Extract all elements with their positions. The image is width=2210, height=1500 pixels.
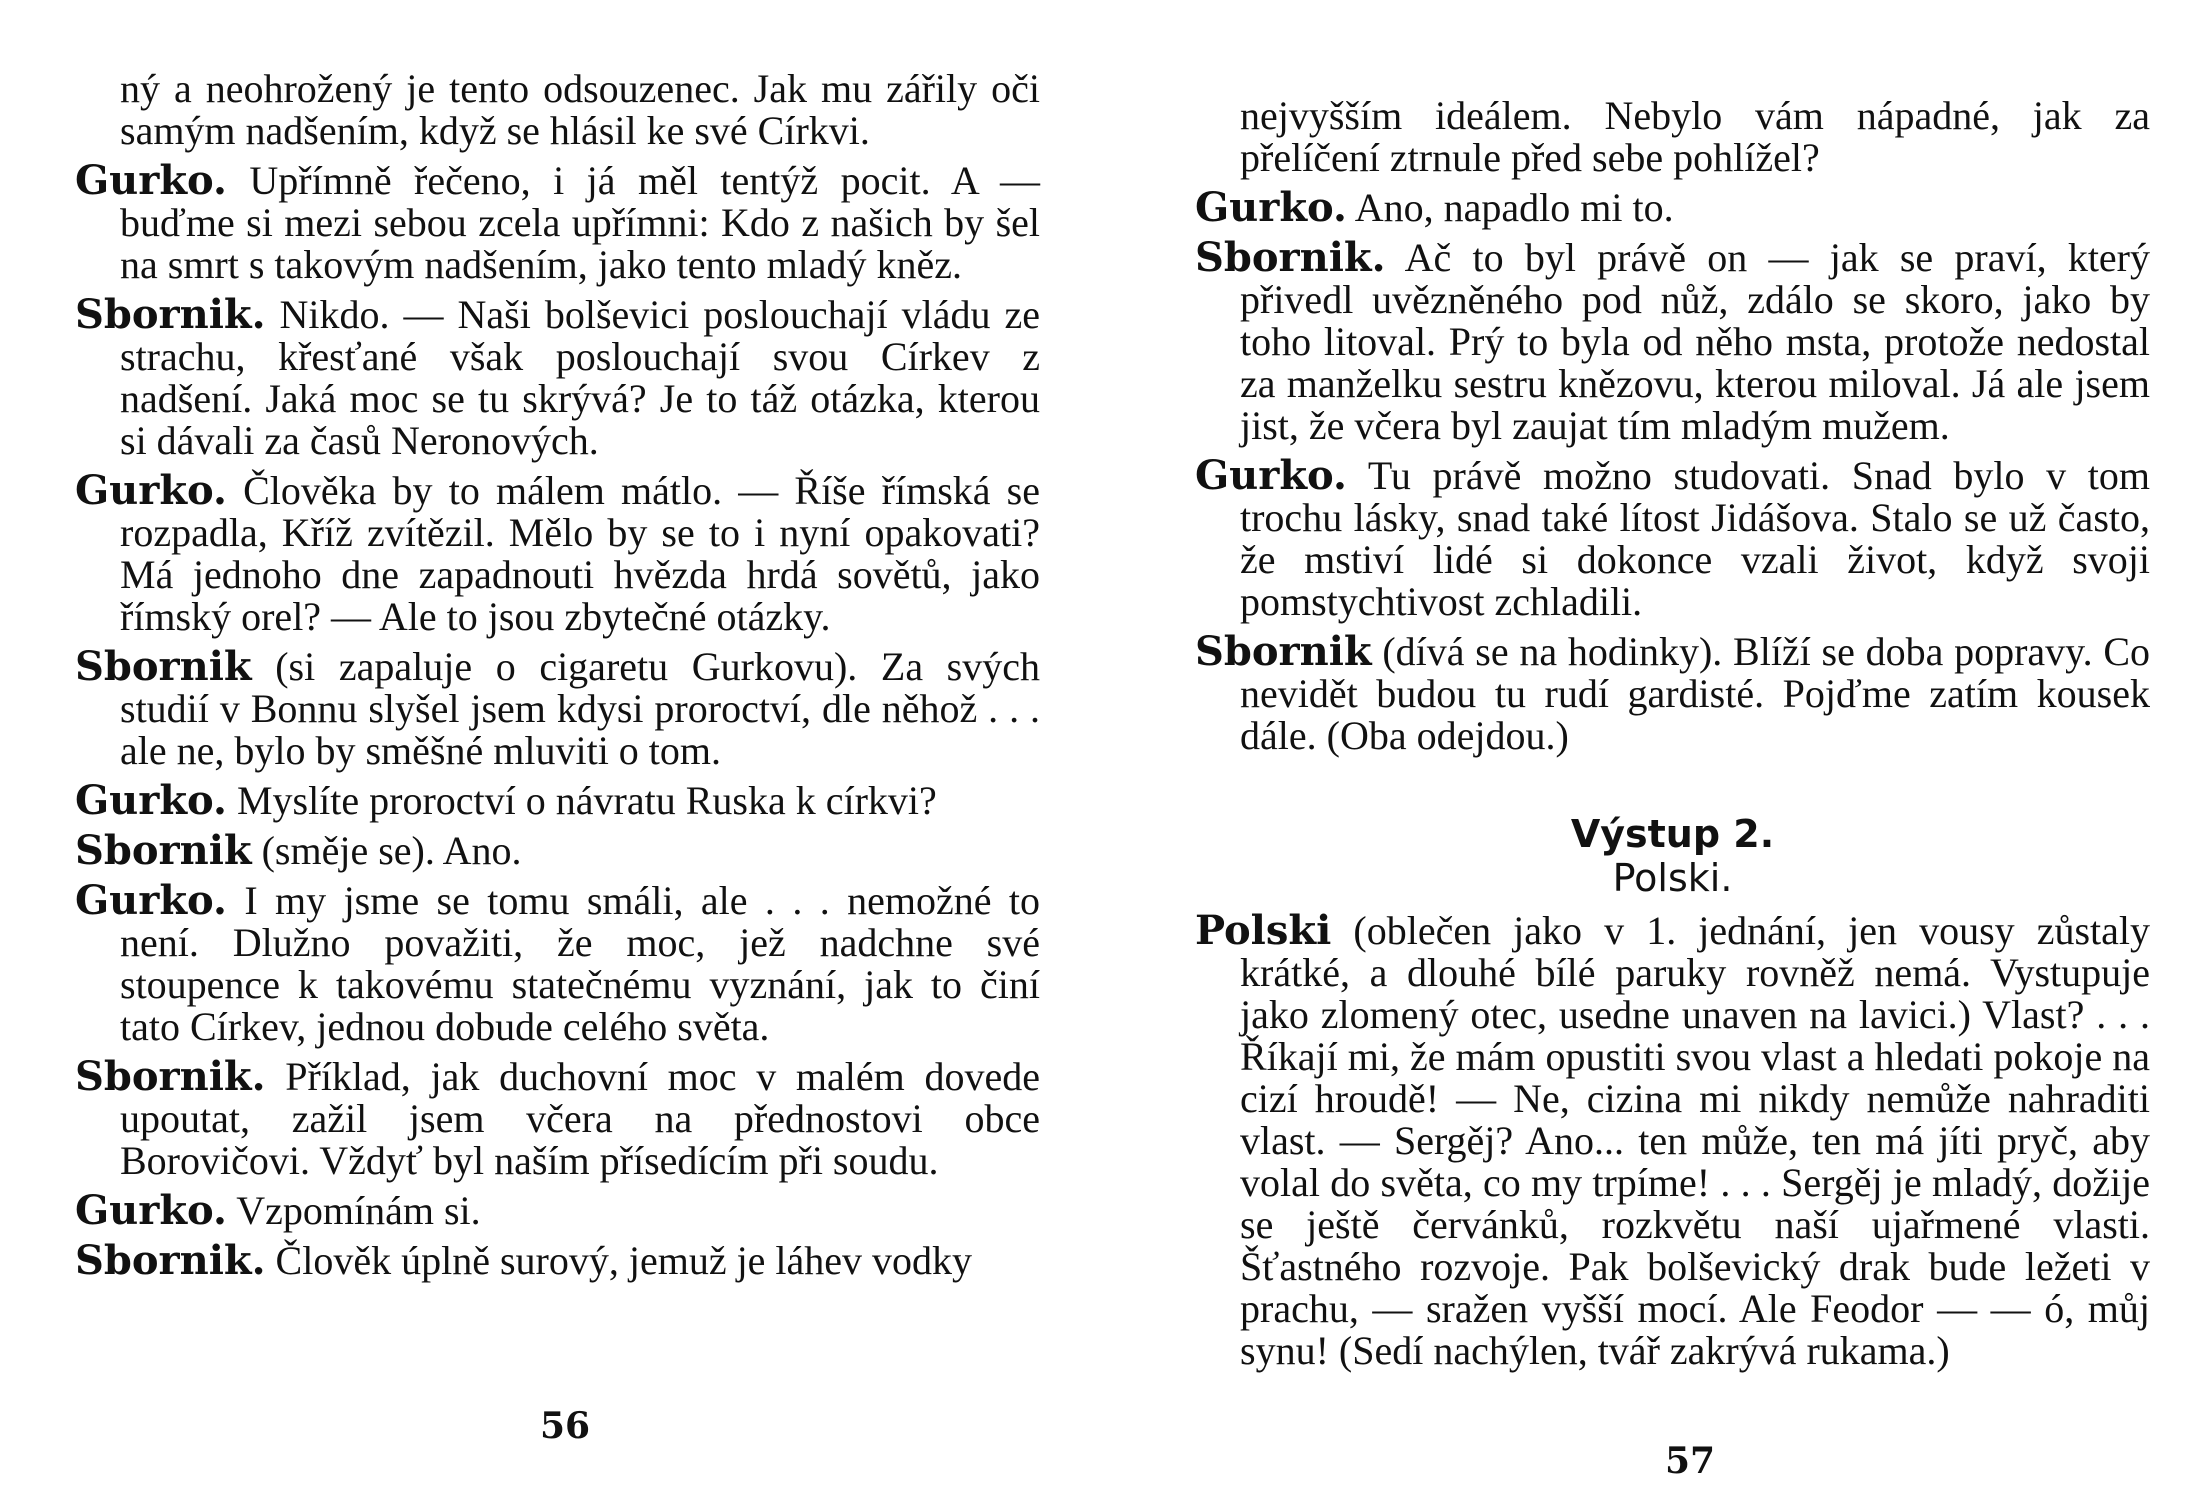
speaker-name: Sbornik	[75, 643, 252, 690]
speech-text: Člověka by to málem mátlo. — Říše římská se rozpadla, Kříž zvítězil. Mělo by se to i nyní opakovati? Má jednoho dne zapadnouti hvězda hrdá sovětů, jako římský orel? — Ale to jsou zbytečné otázky.	[120, 468, 1040, 639]
scene-heading: Výstup 2.	[1570, 812, 1775, 856]
paragraph	[75, 68, 1040, 152]
speaker-name: Gurko.	[75, 1187, 227, 1234]
speech	[75, 777, 1040, 824]
speech-text: (směje se). Ano.	[261, 828, 522, 873]
page-number: 56	[540, 1405, 591, 1447]
speech-text: Tu právě možno studovati. Snad bylo v tom trochu lásky, snad také lítost Jidášova. Stalo se už často, že mstiví lidé si dokonce vzali život, když svoji pomstychtivost zchladili.	[1240, 453, 2150, 624]
speech-text: Člověk úplně surový, jemuž je láhev vodky	[275, 1238, 973, 1283]
speech	[75, 291, 1041, 463]
scene-character: Polski.	[1612, 856, 1733, 900]
speech	[1195, 907, 2151, 1373]
speaker-name: Gurko.	[1195, 452, 1347, 499]
speaker-name: Polski	[1195, 907, 1332, 954]
paragraph-text: ný a neohrožený je tento odsouzenec. Jak mu zářily oči samým nadšením, když se hlásil ke své Církvi.	[120, 66, 1040, 153]
speaker-name: Sbornik	[1195, 628, 1372, 675]
speech-text: Myslíte proroctví o návratu Ruska k církvi?	[236, 778, 937, 823]
speech	[1195, 452, 2150, 624]
speaker-name: Sbornik	[75, 827, 252, 874]
speaker-name: Sbornik.	[75, 1237, 266, 1284]
speech	[75, 157, 1041, 287]
speech-text: Ač to byl právě on — jak se praví, který přivedl uvězněného pod nůž, zdálo se skoro, jako by toho litoval. Prý to byla od něho msta, protože nedostal za manželku sestru knězovu, kterou miloval. Já ale jsem jist, že včera byl zaujat tím mladým mužem.	[1240, 235, 2151, 448]
speech	[1195, 628, 2151, 758]
speech-text: (oblečen jako v 1. jednání, jen vousy zůstaly krátké, a dlouhé bílé paruky rovněž nemá. Vystupuje jako zlomený otec, usedne unaven na lavici.) Vlast? . . . Říkají mi, že mám opustiti svou vlast a hledati pokoje na cizí hroudě! — Ne, cizina mi nikdy nemůže nahraditi vlast. — Sergěj? Ano... ten může, ten má jíti pryč, aby volal do světa, co my trpíme! . . . Sergěj je mladý, dožije se ještě červánků, rozkvětu naší ujařmené vlasti. Šťastného rozvoje. Pak bolševický drak bude ležeti v prachu, — sražen vyšší mocí. Ale Feodor — — ó, můj synu! (Sedí nachýlen, tvář zakrývá rukama.)	[1240, 908, 2151, 1373]
speaker-name: Gurko.	[75, 157, 227, 204]
speech	[1195, 234, 2151, 448]
speech	[75, 1053, 1040, 1183]
speech-text: Ano, napadlo mi to.	[1354, 185, 1674, 230]
speech	[75, 1187, 1040, 1234]
speech-text: I my jsme se tomu smáli, ale . . . nemožné to není. Dlužno považiti, že moc, jež nadchne své stoupence k takovému statečnému vyznání, jak to činí tato Církev, jednou dobude celého světa.	[120, 878, 1041, 1049]
speech	[75, 877, 1041, 1049]
speaker-name: Sbornik.	[75, 1053, 266, 1100]
paragraph-text: nejvyšším ideálem. Nebylo vám nápadné, jak za přelíčení ztrnule před sebe pohlížel?	[1240, 93, 2150, 180]
scene-heading-block	[1195, 812, 2150, 900]
speech	[75, 643, 1041, 773]
speaker-name: Sbornik.	[75, 291, 266, 338]
right-text-column	[1195, 95, 2150, 1380]
speech-text: Vzpomínám si.	[236, 1188, 481, 1233]
speech-text: Upřímně řečeno, i já měl tentýž pocit. A — buďme si mezi sebou zcela upřímni: Kdo z našich by šel na smrt s takovým nadšením, jako tento mladý kněz.	[120, 158, 1041, 287]
speech	[75, 467, 1040, 639]
speech-text: Nikdo. — Naši bolševici poslouchají vládu ze strachu, křesťané však poslouchají svou Církev z nadšení. Jaká moc se tu skrývá? Je to táž otázka, kterou si dávali za časů Neronových.	[120, 292, 1041, 463]
speaker-name: Gurko.	[75, 467, 227, 514]
speech-text: Příklad, jak duchovní moc v malém dovede upoutat, zažil jsem včera na přednostovi obce Borovičovi. Vždyť byl naším přísedícím při soudu.	[120, 1054, 1040, 1183]
speech-text: (si zapaluje o cigaretu Gurkovu). Za svých studií v Bonnu slyšel jsem kdysi proroctví, dle něhož . . . ale ne, bylo by směšné mluviti o tom.	[120, 644, 1041, 773]
speaker-name: Gurko.	[75, 877, 227, 924]
speaker-name: Gurko.	[75, 777, 227, 824]
paragraph	[1195, 95, 2150, 179]
speech	[75, 1237, 1040, 1284]
speech-text: (dívá se na hodinky). Blíží se doba popravy. Co nevidět budou tu rudí gardisté. Pojďme zatím kousek dále. (Oba odejdou.)	[1240, 629, 2151, 758]
speech	[75, 827, 1040, 874]
speech	[1195, 184, 2150, 231]
page-number: 57	[1665, 1440, 1716, 1482]
speaker-name: Gurko.	[1195, 184, 1347, 231]
speaker-name: Sbornik.	[1195, 234, 1386, 281]
left-text-column	[75, 68, 1040, 1290]
